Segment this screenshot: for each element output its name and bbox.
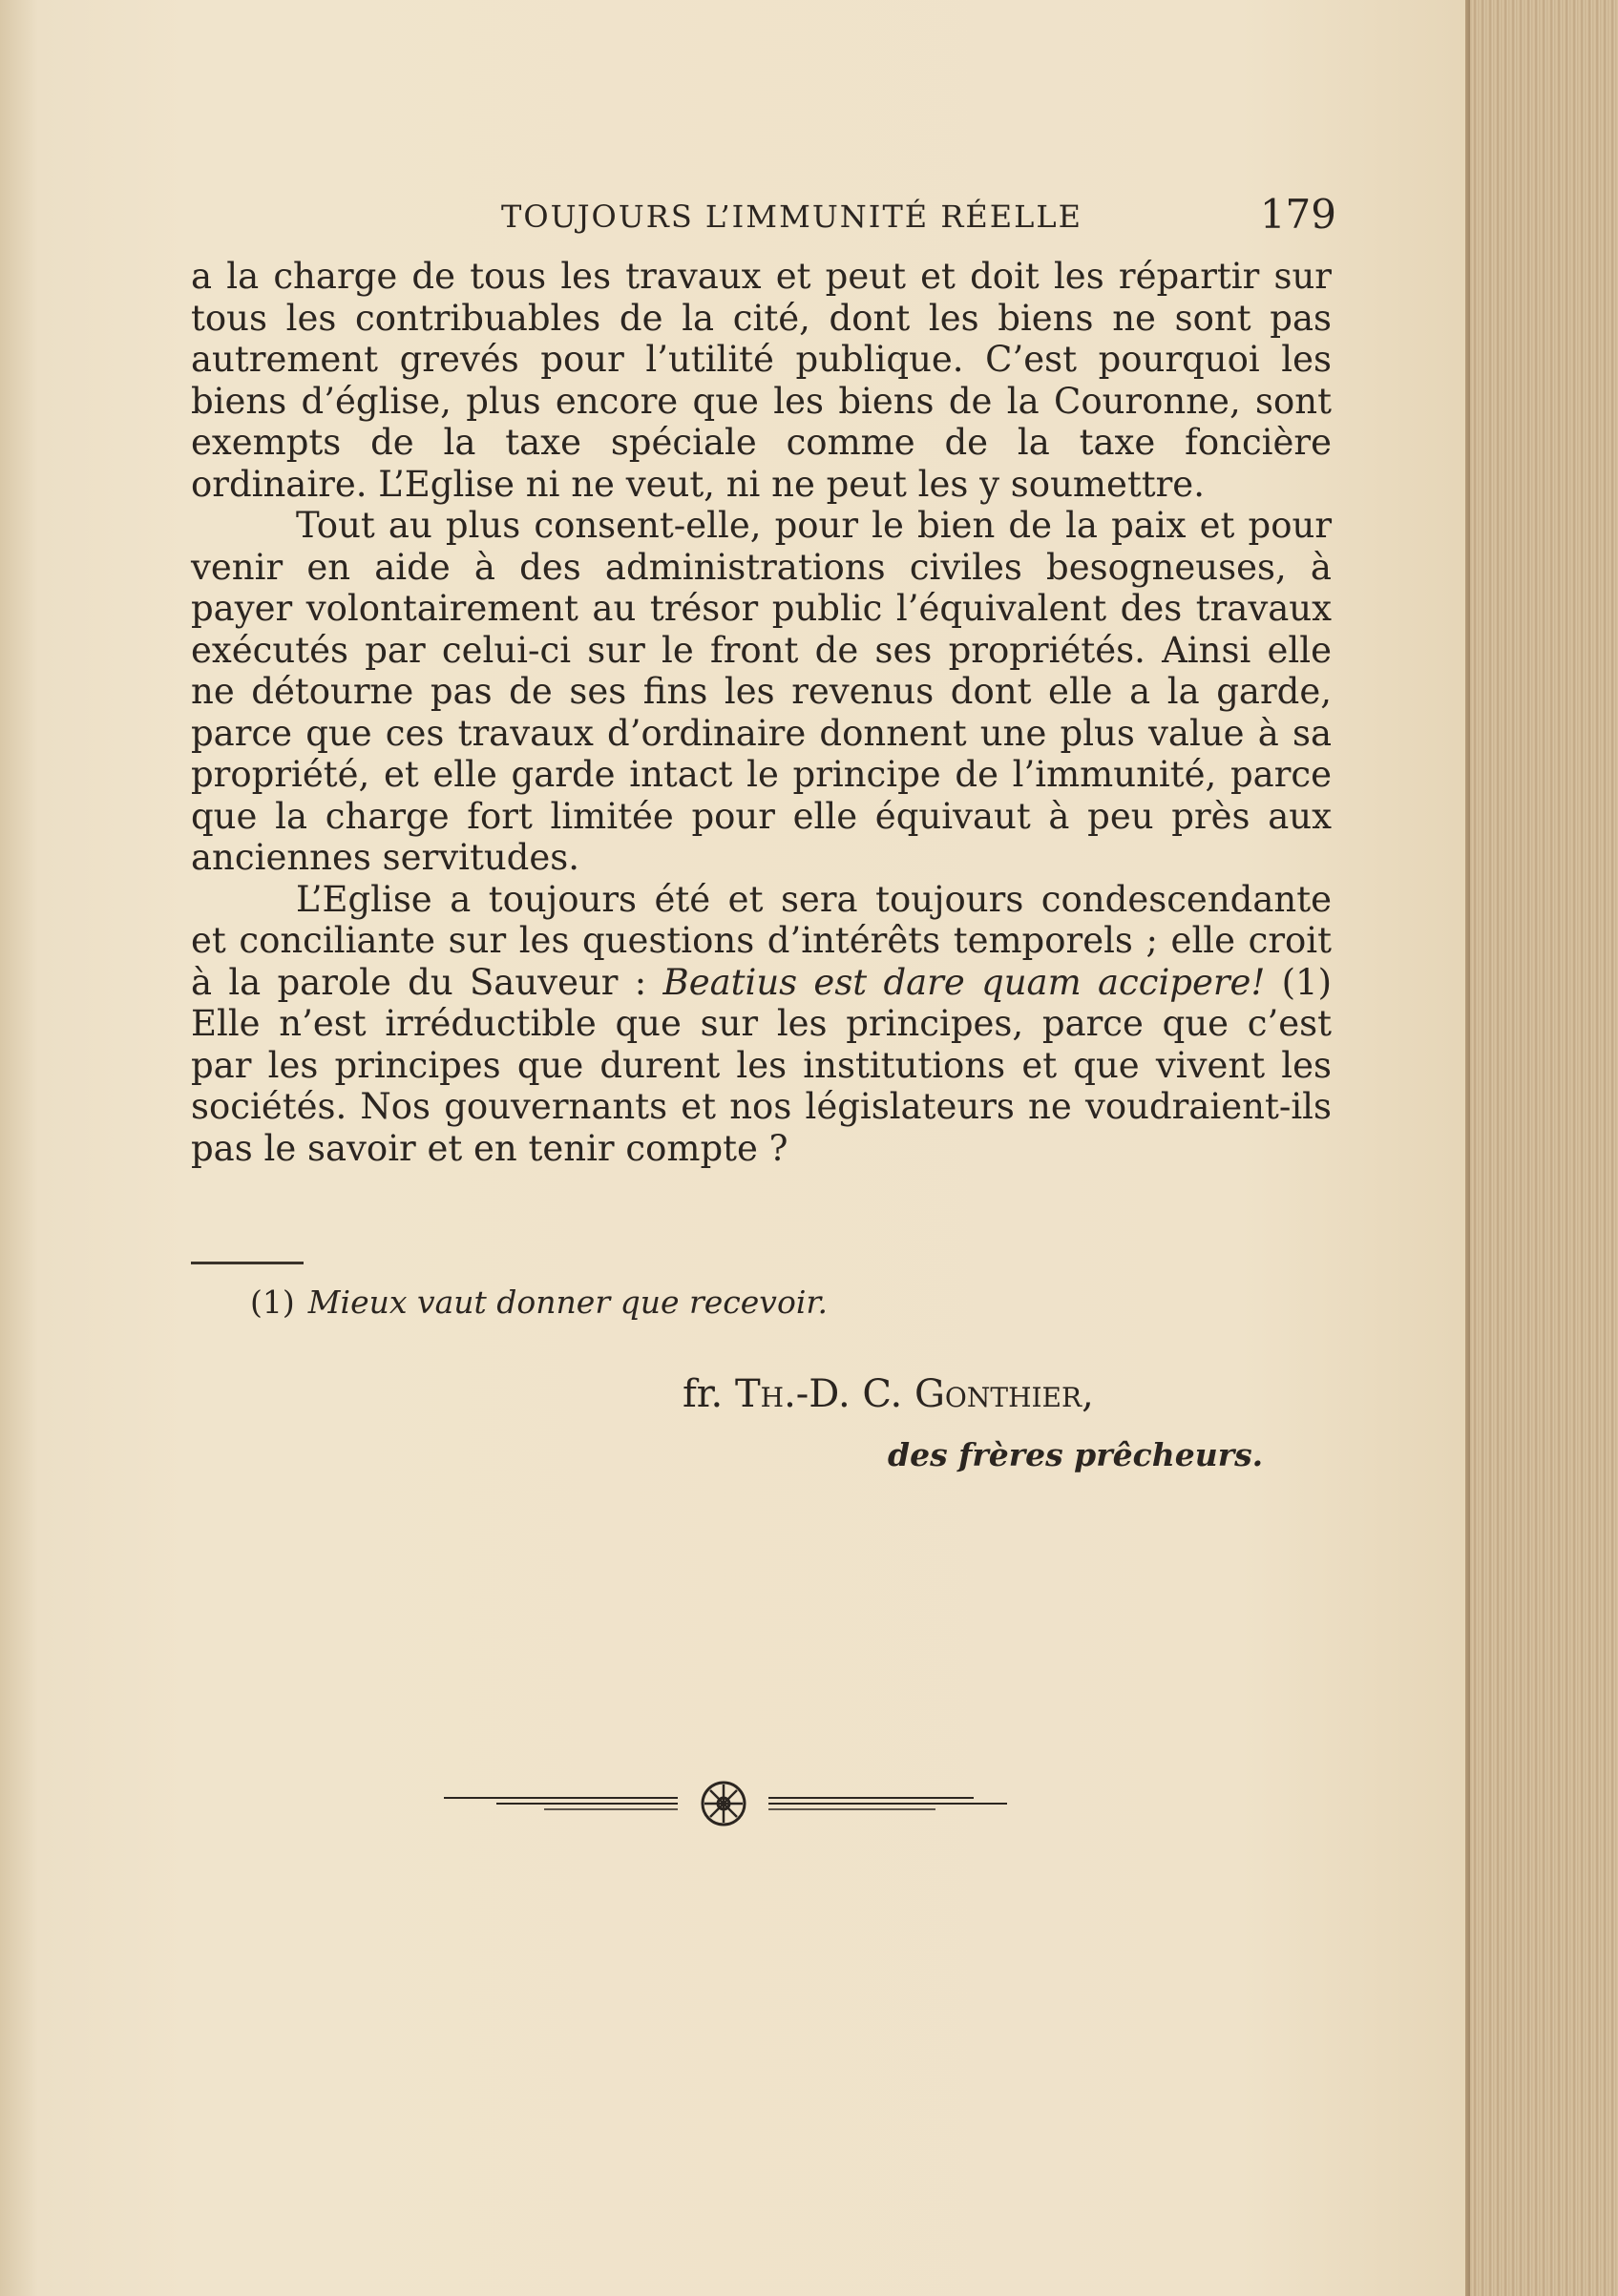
signature-prefix: fr. [683,1372,724,1416]
footnote-text: Mieux vaut donner que recevoir. [307,1284,829,1321]
latin-quotation: Beatius est dare quam accipere! [662,961,1266,1003]
paragraph [191,879,1332,1170]
book-page-edges [1470,0,1618,2296]
footnote-mark: (1) [250,1284,295,1321]
signature-order: des frères prêcheurs. [888,1436,1264,1473]
paragraph-text: L’Eglise a toujours été et sera toujours condescendante et conciliante sur les questions d’intérêts temporels ; elle croit à la parole du Sauveur : [191,878,1332,1003]
body-text [191,256,1332,1169]
page-number: 179 [1259,191,1336,238]
running-head: TOUJOURS L’IMMUNITÉ RÉELLE [501,198,1082,235]
tailpiece-ornament-icon [439,1775,1012,1832]
paragraph: Tout au plus consent-elle, pour le bien de la paix et pour venir en aide à des administrations civiles besogneuses, à payer volontairement au trésor public l’équivalent des travaux exécutés par celui-ci sur le front de ses propriétés. Ainsi elle ne détourne pas de ses fins les revenus dont elle a la garde, parce que ces travaux d’ordinaire donnent une plus value à sa propriété, et elle garde intact le principe de l’immunité, parce que la charge fort limitée pour elle équivaut à peu près aux anciennes servitudes. [191,505,1332,878]
signature [683,1372,1094,1416]
paragraph: a la charge de tous les travaux et peut et doit les répartir sur tous les contribuables de la cité, dont les biens ne sont pas autrement grevés pour l’utilité publique. C’est pourquoi les biens d’église, plus encore que les biens de la Couronne, sont exempts de la taxe spéciale comme de la taxe foncière ordinaire. L’Eglise ni ne veut, ni ne peut les y soumettre. [191,256,1332,505]
footnote [250,1284,828,1321]
page-header [191,191,1336,248]
paragraph-text: Elle n’est irréductible que sur les principes, parce que c’est par les principes que durent les institutions et que vivent les sociétés. Nos gouvernants et nos législateurs ne voudraient-ils pas le savoir et en tenir compte ? [191,1003,1332,1169]
footnote-reference: (1) [1281,961,1333,1003]
footnote-rule [191,1262,304,1264]
signature-name: Th.-D. C. Gonthier, [734,1372,1094,1416]
